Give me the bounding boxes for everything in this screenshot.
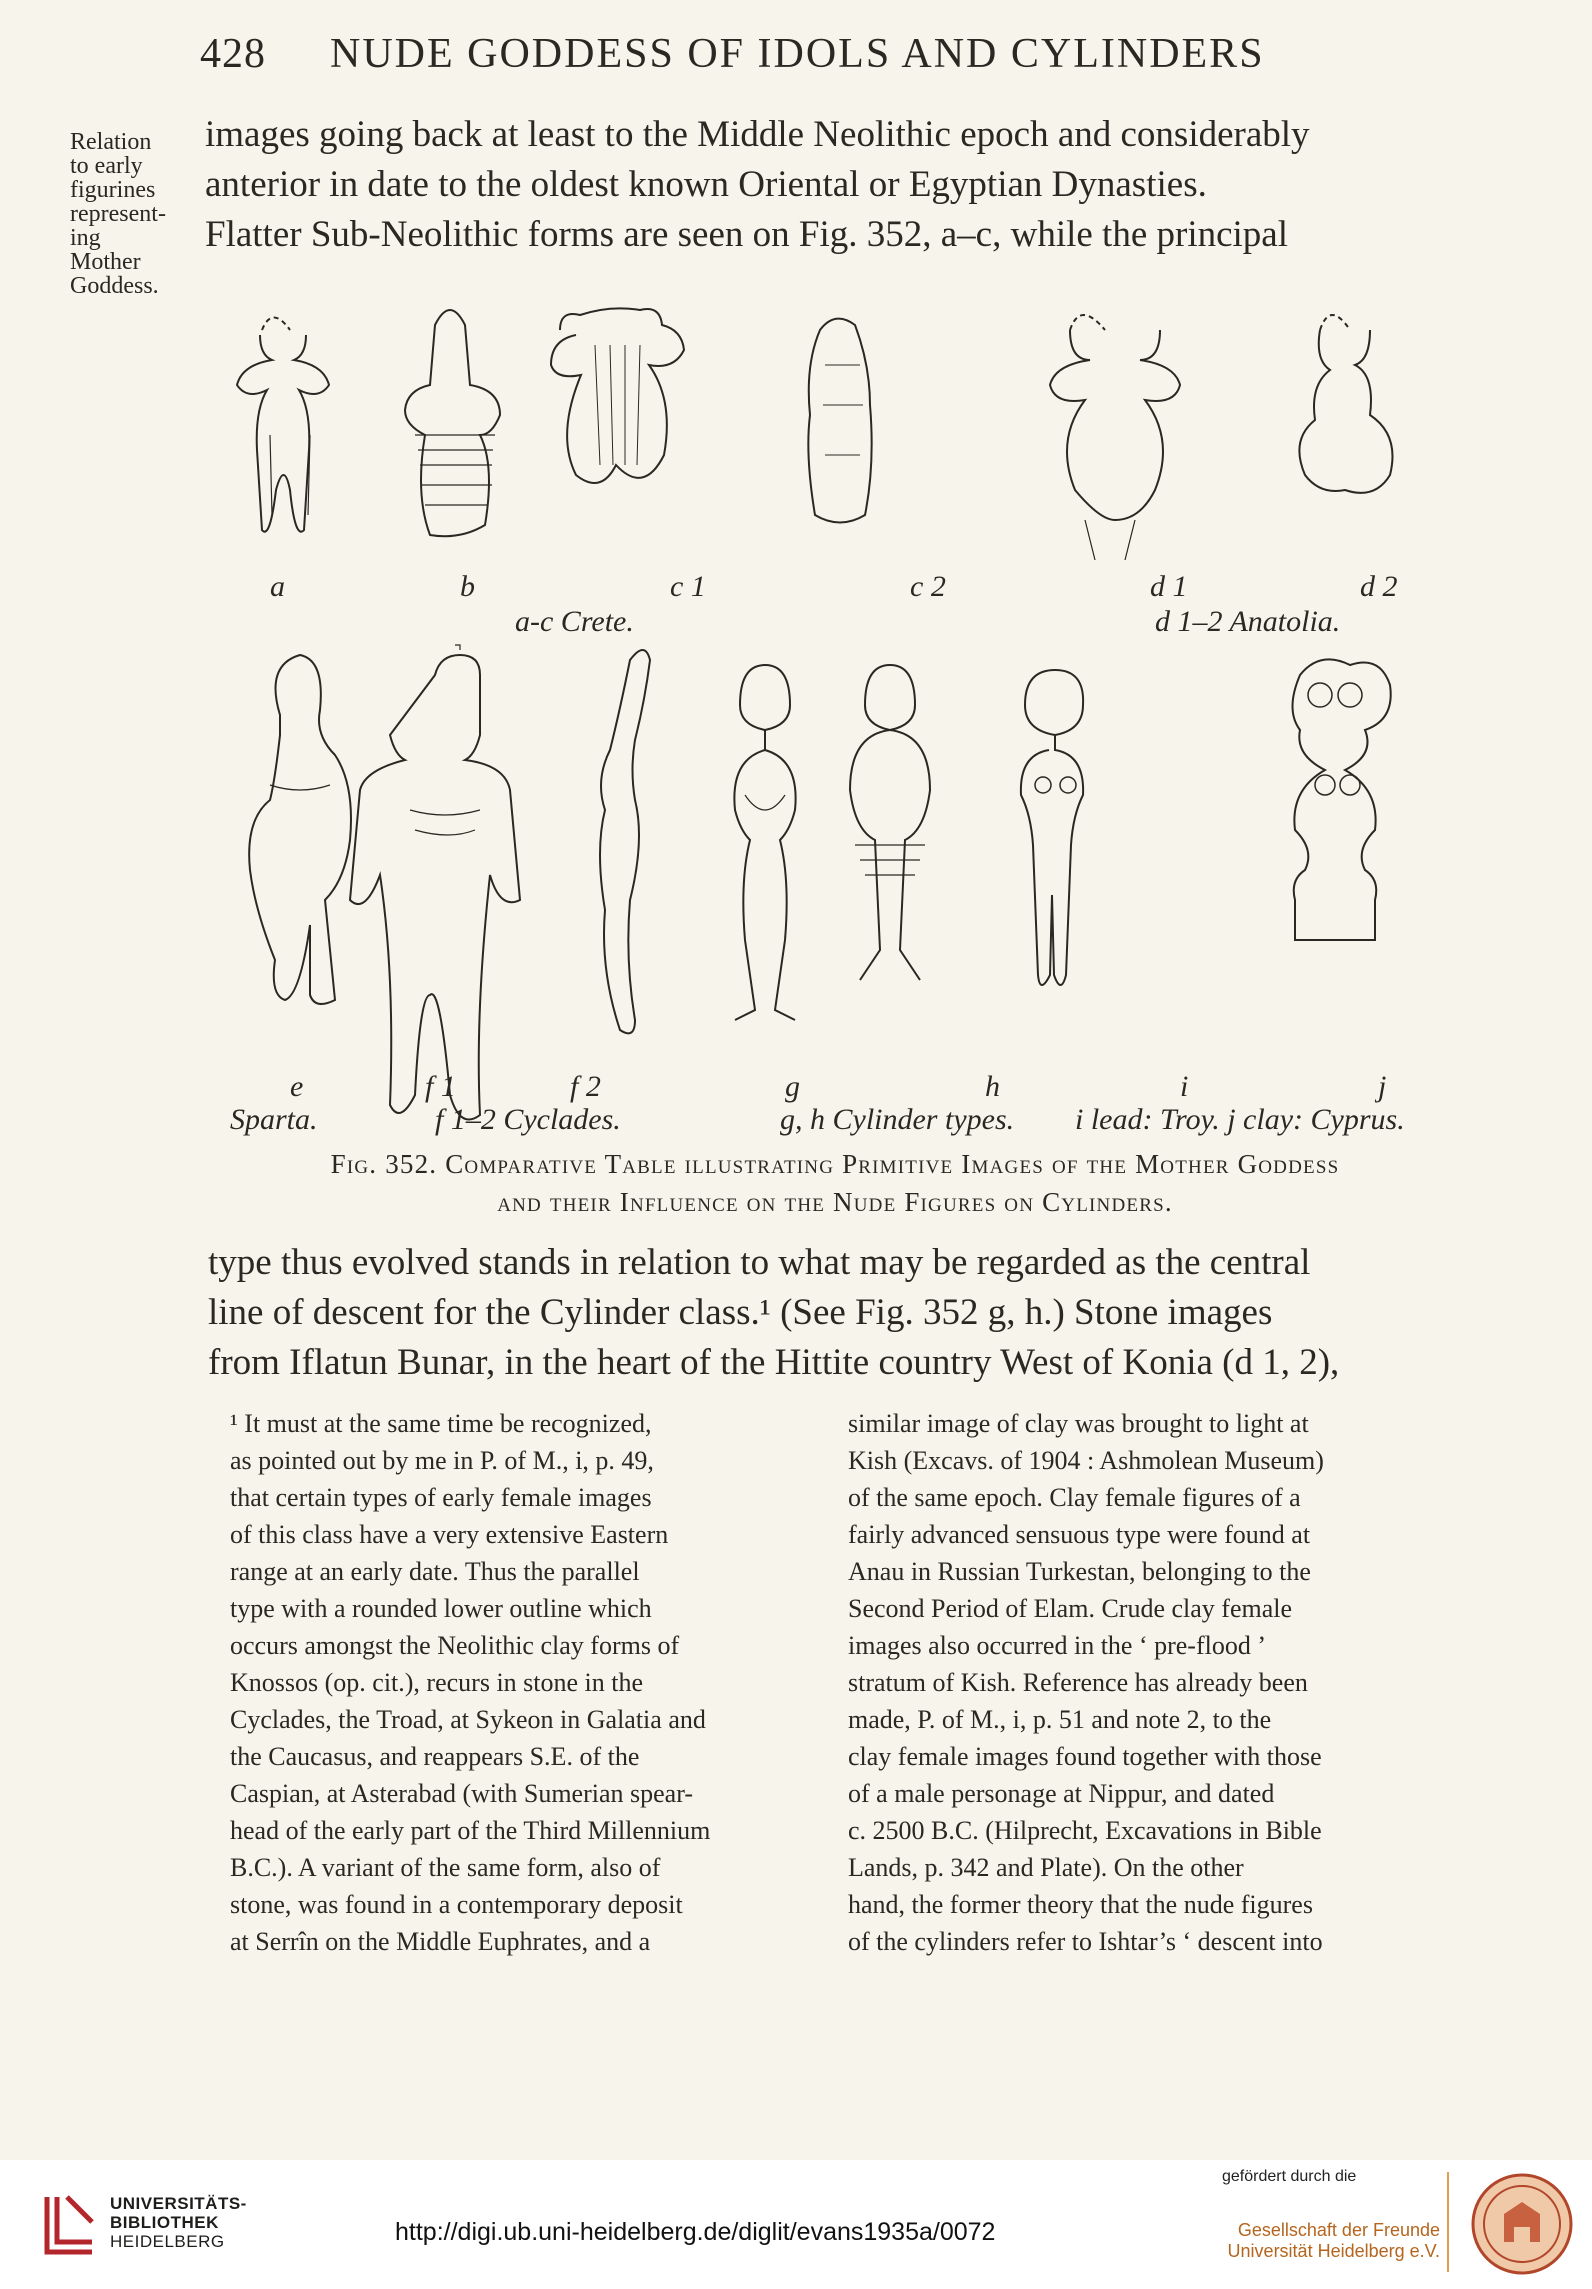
group-label-sparta: Sparta.	[230, 1103, 318, 1136]
footnote-line: c. 2500 B.C. (Hilprecht, Excavations in Bible	[848, 1816, 1322, 1845]
permalink-url[interactable]: http://digi.ub.uni-heidelberg.de/diglit/evans1935a/0072	[395, 2218, 996, 2246]
group-label-anatolia: d 1–2 Anatolia.	[1155, 605, 1341, 638]
group-label-troy-cyprus: i lead: Troy. j clay: Cyprus.	[1075, 1103, 1405, 1136]
group-label-crete: a-c Crete.	[515, 605, 634, 638]
label-i: i	[1180, 1070, 1189, 1103]
text-line: Flatter Sub-Neolithic forms are seen on Fig. 352, a–c, while the principal	[205, 214, 1289, 255]
footnote-line: of this class have a very extensive Eastern	[230, 1520, 669, 1549]
footnote-line: stone, was found in a contemporary deposit	[230, 1890, 683, 1919]
footnote-line: clay female images found together with those	[848, 1742, 1322, 1771]
text-line: anterior in date to the oldest known Oriental or Egyptian Dynasties.	[205, 164, 1207, 205]
footnote-line: fairly advanced sensuous type were found at	[848, 1520, 1311, 1549]
figurine-c1	[551, 308, 684, 483]
footnote-line: that certain types of early female images	[230, 1483, 652, 1512]
footnote-line: as pointed out by me in P. of M., i, p. 49,	[230, 1446, 654, 1475]
page-number: 428	[200, 31, 266, 77]
footnote-line: similar image of clay was brought to light at	[848, 1409, 1309, 1438]
text-line: line of descent for the Cylinder class.¹ (See Fig. 352 g, h.) Stone images	[208, 1292, 1273, 1333]
sponsor-name-line: Gesellschaft der Freunde	[1237, 2220, 1440, 2240]
label-c2: c 2	[910, 570, 946, 603]
footnote-line: Cyclades, the Troad, at Sykeon in Galatia and	[230, 1705, 706, 1734]
footnote-line: of a male personage at Nippur, and dated	[848, 1779, 1275, 1808]
figurine-d1	[1050, 315, 1180, 560]
page-title: NUDE GODDESS OF IDOLS AND CYLINDERS	[330, 31, 1265, 77]
footnote-line: of the same epoch. Clay female figures of a	[848, 1483, 1301, 1512]
body-paragraph-top	[205, 110, 1445, 260]
figurine-h	[850, 665, 930, 980]
footnote-line: range at an early date. Thus the parallel	[230, 1557, 640, 1586]
footer-divider	[1447, 2172, 1449, 2272]
sponsor-name	[1215, 2220, 1440, 2262]
margin-note-line: figurines	[70, 177, 156, 203]
figurine-e	[249, 655, 351, 1004]
label-j: j	[1378, 1070, 1387, 1103]
margin-note-line: to early	[70, 153, 143, 179]
sponsor-label: gefördert durch die	[1222, 2168, 1357, 2185]
figurine-a	[237, 318, 329, 532]
footnote-line: type with a rounded lower outline which	[230, 1594, 652, 1623]
footnote-line: occurs amongst the Neolithic clay forms of	[230, 1631, 680, 1660]
footnote-line: Knossos (op. cit.), recurs in stone in the	[230, 1668, 644, 1697]
footnote-line: of the cylinders refer to Ishtar’s ‘ descent into	[848, 1927, 1323, 1956]
footnote-line: Second Period of Elam. Crude clay female	[848, 1594, 1293, 1623]
figurine-i	[1021, 670, 1083, 985]
figurine-c2	[808, 319, 871, 523]
caption-line: and their Influence on the Nude Figures on Cylinders.	[497, 1187, 1173, 1217]
library-name	[110, 2194, 247, 2251]
margin-note-line: represent-	[70, 201, 166, 227]
margin-note-line: Relation	[70, 129, 152, 155]
label-f1: f 1	[425, 1070, 456, 1103]
footnote-line: Anau in Russian Turkestan, belonging to the	[848, 1557, 1311, 1586]
library-name-line: HEIDELBERG	[110, 2232, 225, 2251]
group-label-cyclades: f 1–2 Cyclades.	[435, 1103, 621, 1136]
label-h: h	[985, 1070, 1000, 1103]
body-paragraph-middle	[208, 1238, 1448, 1388]
text-line: images going back at least to the Middle Neolithic epoch and considerably	[205, 114, 1310, 155]
figurine-d2	[1299, 315, 1392, 493]
margin-note-line: Goddess.	[70, 273, 159, 299]
footnote-line: stratum of Kish. Reference has already been	[848, 1668, 1308, 1697]
figure-352	[210, 285, 1460, 1405]
label-a: a	[270, 570, 285, 603]
university-seal-icon	[1470, 2172, 1574, 2276]
text-line: from Iflatun Bunar, in the heart of the Hittite country West of Konia (d 1, 2),	[208, 1342, 1340, 1383]
footnote-line: the Caucasus, and reappears S.E. of the	[230, 1742, 640, 1771]
figurine-f2	[600, 650, 650, 1033]
margin-note-line: ing	[70, 225, 101, 251]
group-label-cylinder-types: g, h Cylinder types.	[780, 1103, 1015, 1136]
label-e: e	[290, 1070, 304, 1103]
label-c1: c 1	[670, 570, 706, 603]
margin-note-line: Mother	[70, 249, 141, 275]
footnote-column-left	[230, 1405, 818, 1960]
library-name-line: UNIVERSITÄTS-	[110, 2194, 247, 2213]
caption-line: Fig. 352. Comparative Table illustrating Primitive Images of the Mother Goddess	[330, 1149, 1340, 1179]
library-logo-icon	[42, 2192, 98, 2256]
margin-note	[70, 130, 200, 298]
footnote-line: B.C.). A variant of the same form, also of	[230, 1853, 661, 1882]
running-header	[200, 30, 1320, 90]
figure-caption	[210, 1145, 1460, 1221]
footnote-line: hand, the former theory that the nude figures	[848, 1890, 1313, 1919]
label-d1: d 1	[1150, 570, 1188, 603]
footnote-line: head of the early part of the Third Millennium	[230, 1816, 711, 1845]
text-line: type thus evolved stands in relation to what may be regarded as the central	[208, 1242, 1311, 1283]
library-name-line: BIBLIOTHEK	[110, 2213, 219, 2232]
figurine-g	[734, 665, 795, 1020]
label-b: b	[460, 570, 475, 603]
footnote-line: at Serrîn on the Middle Euphrates, and a	[230, 1927, 651, 1956]
footnote-line: images also occurred in the ‘ pre-flood ’	[848, 1631, 1267, 1660]
label-d2: d 2	[1360, 570, 1398, 603]
label-g: g	[785, 1070, 800, 1103]
sponsor-name-line: Universität Heidelberg e.V.	[1227, 2241, 1440, 2261]
footnote-line: Caspian, at Asterabad (with Sumerian spear-	[230, 1779, 694, 1808]
figurine-j	[1293, 659, 1391, 940]
figurine-b	[405, 310, 500, 536]
figurine-f1	[350, 645, 520, 1120]
footnote-line: Lands, p. 342 and Plate). On the other	[848, 1853, 1244, 1882]
digitization-footer	[0, 2160, 1592, 2289]
footnote-line: Kish (Excavs. of 1904 : Ashmolean Museum)	[848, 1446, 1324, 1475]
footnotes	[230, 1405, 1460, 1965]
footnote-column-right	[848, 1405, 1436, 1960]
figurine-drawings	[210, 285, 1460, 1135]
label-f2: f 2	[570, 1070, 601, 1103]
footnote-line: made, P. of M., i, p. 51 and note 2, to the	[848, 1705, 1272, 1734]
footnote-line: ¹ It must at the same time be recognized,	[230, 1409, 652, 1438]
